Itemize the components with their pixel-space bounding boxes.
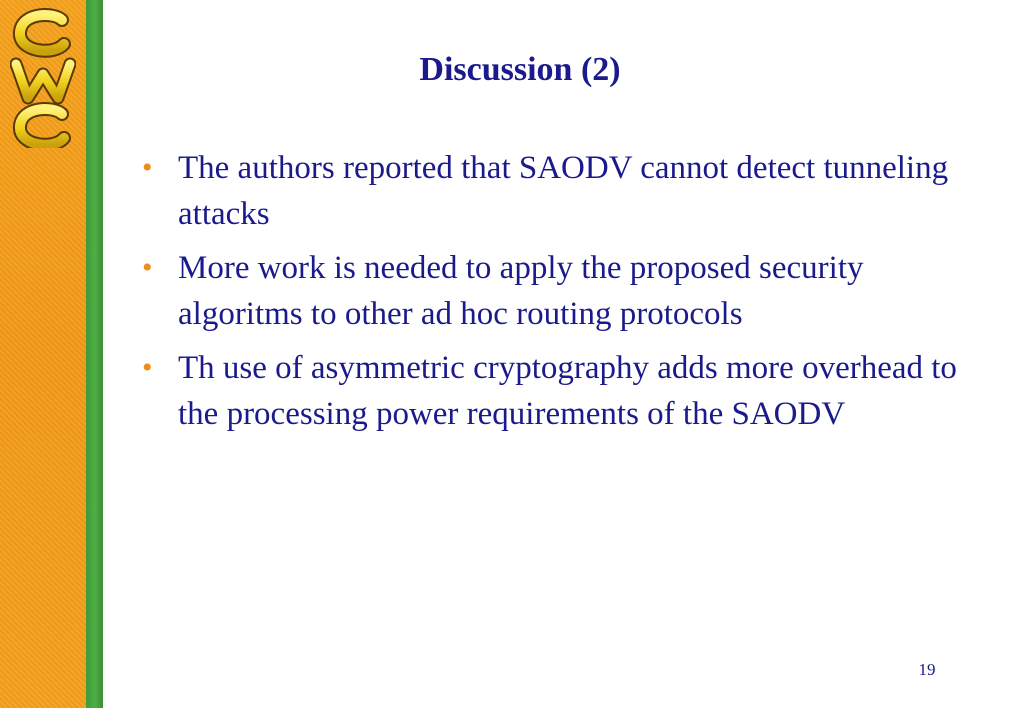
cwc-logo — [10, 8, 76, 148]
sidebar-green-stripe — [86, 0, 103, 708]
bullet-dot-icon: • — [142, 151, 153, 184]
bullet-text: The authors reported that SAODV cannot detect tunneling attacks — [178, 150, 949, 232]
bullet-item — [142, 345, 992, 437]
bullet-dot-icon: • — [142, 251, 153, 284]
bullet-item — [142, 145, 992, 237]
bullet-item — [142, 245, 992, 337]
bullet-text: Th use of asymmetric cryptography adds more overhead to the processing power requirements of the SAODV — [178, 350, 957, 432]
bullet-dot-icon: • — [142, 351, 153, 384]
bullet-text: More work is needed to apply the proposed security algoritms to other ad hoc routing protocols — [178, 250, 864, 332]
bullet-list — [142, 145, 992, 445]
page-number: 19 — [918, 660, 936, 679]
slide-title: Discussion (2) — [419, 51, 621, 88]
